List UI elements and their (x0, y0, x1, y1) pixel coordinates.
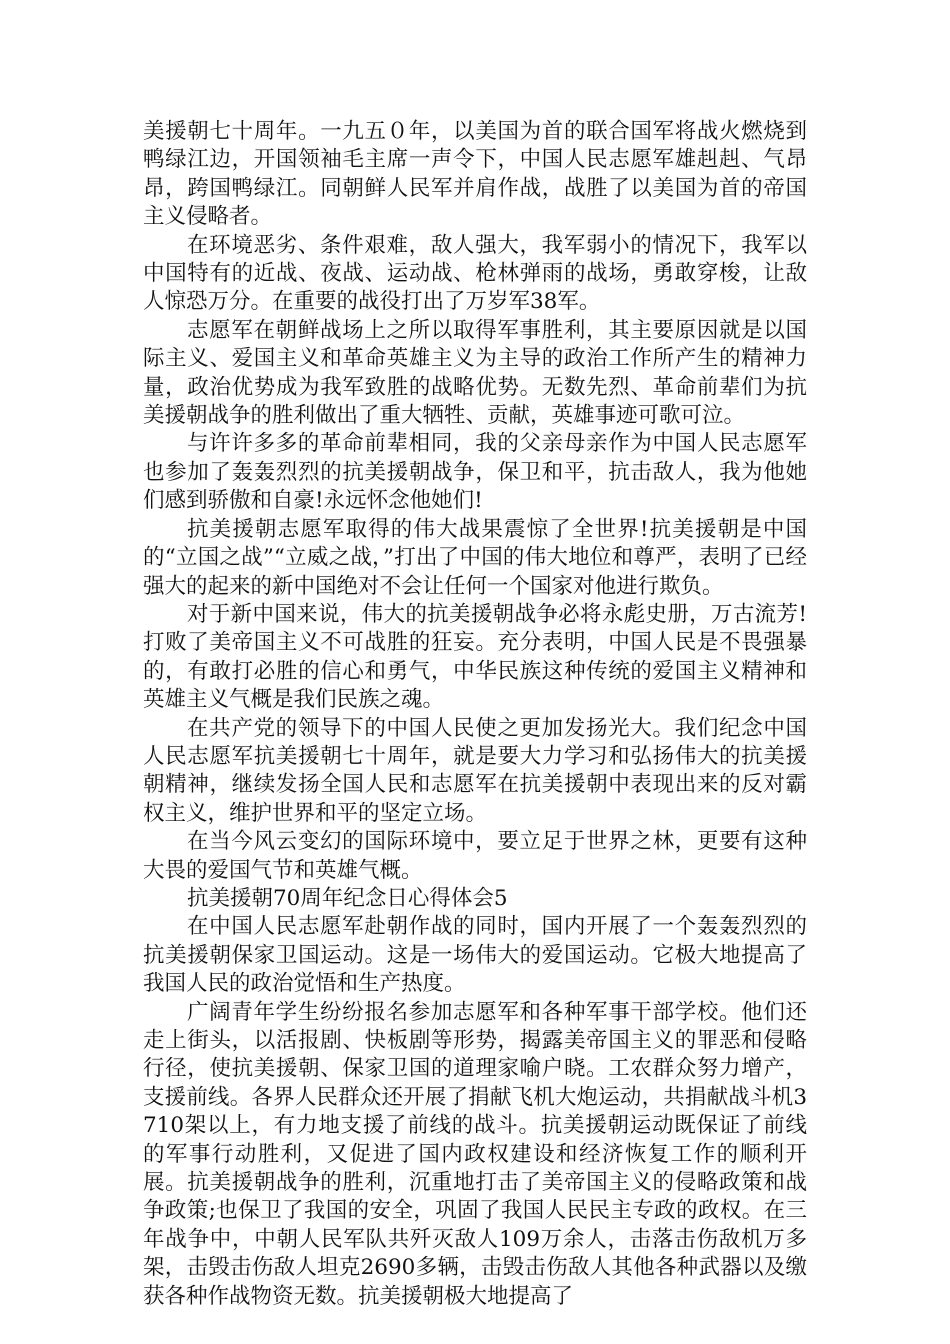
paragraph-3: 志愿军在朝鲜战场上之所以取得军事胜利，其主要原因就是以国际主义、爱国主义和革命英雄主义为主导的政治工作所产生的精神力量，政治优势成为我军致胜的战略优势。无数先烈、革命前辈们为抗美援朝战争的胜利做出了重大牺牲、贡献，英雄事迹可歌可泣。 (143, 317, 807, 429)
paragraph-7: 在共产党的领导下的中国人民使之更加发扬光大。我们纪念中国人民志愿军抗美援朝七十周年，就是要大力学习和弘扬伟大的抗美援朝精神，继续发扬全国人民和志愿军在抗美援朝中表现出来的反对霸权主义，维护世界和平的坚定立场。 (143, 715, 807, 826)
document-body (143, 118, 807, 1311)
paragraph-1: 美援朝七十周年。一九五０年，以美国为首的联合国军将战火燃烧到鸭绿江边，开国领袖毛主席一声令下，中国人民志愿军雄赳赳、气昂昂，跨国鸭绿江。同朝鲜人民军并肩作战，战胜了以美国为首的帝国主义侵略者。 (143, 119, 807, 230)
paragraph-9: 在中国人民志愿军赴朝作战的同时，国内开展了一个轰轰烈烈的抗美援朝保家卫国运动。这是一场伟大的爱国运动。它极大地提高了我国人民的政治觉悟和生产热度。 (143, 914, 807, 997)
paragraph-10: 广阔青年学生纷纷报名参加志愿军和各种军事干部学校。他们还走上街头，以活报剧、快板剧等形势，揭露美帝国主义的罪恶和侵略行径，使抗美援朝、保家卫国的道理家喻户晓。工农群众努力增产，支援前线。各界人民群众还开展了捐献飞机大炮运动，共捐献战斗机3710架以上，有力地支援了前线的战斗。抗美援朝运动既保证了前线的军事行动胜利，又促进了国内政权建设和经济恢复工作的顺利开展。抗美援朝战争的胜利，沉重地打击了美帝国主义的侵略政策和战争政策;也保卫了我国的安全，巩固了我国人民民主专政的政权。在三年战争中，中朝人民军队共歼灭敌人109万余人，击落击伤敌机万多架，击毁击伤敌人坦克2690多辆，击毁击伤敌人其他各种武器以及缴获各种作战物资无数。抗美援朝极大地提高了 (143, 999, 807, 1309)
paragraph-5: 抗美援朝志愿军取得的伟大战果震惊了全世界!抗美援朝是中国的“立国之战”“立威之战，”打出了中国的伟大地位和尊严，表明了已经强大的起来的新中国绝对不会让任何一个国家对他进行欺负。 (143, 516, 807, 599)
paragraph-6: 对于新中国来说，伟大的抗美援朝战争必将永彪史册，万古流芳!打败了美帝国主义不可战胜的狂妄。充分表明，中国人民是不畏强暴的，有敢打必胜的信心和勇气，中华民族这种传统的爱国主义精神和英雄主义气概是我们民族之魂。 (143, 601, 807, 713)
section-heading: 抗美援朝70周年纪念日心得体会5 (187, 885, 508, 911)
paragraph-2: 在环境恶劣、条件艰难，敌人强大，我军弱小的情况下，我军以中国特有的近战、夜战、运动战、枪林弹雨的战场，勇敢穿梭，让敌人惊恐万分。在重要的战役打出了万岁军38军。 (143, 232, 807, 315)
paragraph-8: 在当今风云变幻的国际环境中，要立足于世界之林，更要有这种大畏的爱国气节和英雄气概。 (143, 829, 807, 883)
paragraph-4: 与许许多多的革命前辈相同，我的父亲母亲作为中国人民志愿军也参加了轰轰烈烈的抗美援朝战争，保卫和平，抗击敌人，我为他她们感到骄傲和自豪!永远怀念他她们! (143, 431, 807, 514)
